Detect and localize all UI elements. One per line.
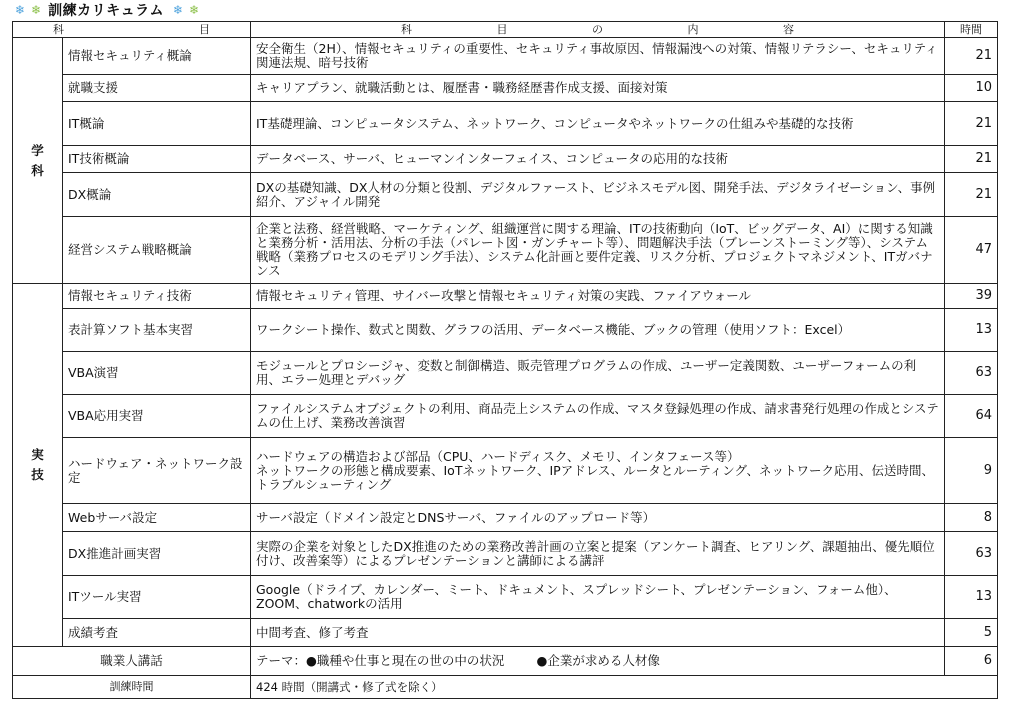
table-row — [13, 309, 998, 352]
subject-cell: 経営システム戦略概論 — [63, 217, 251, 284]
lecture-themes: テーマ：●職種や仕事と現在の世の中の状況 ●企業が求める人材像 — [251, 647, 945, 676]
header-content: 科 目 の 内 容 — [251, 22, 945, 38]
content-cell: 情報セキュリティ管理、サイバー攻撃と情報セキュリティ対策の実践、ファイアウォール — [251, 284, 945, 309]
subject-cell: IT概論 — [63, 102, 251, 146]
hours-cell: 21 — [945, 38, 998, 75]
subject-cell: 情報セキュリティ概論 — [63, 38, 251, 75]
subject-cell: IT技術概論 — [63, 146, 251, 173]
total-row — [13, 676, 998, 699]
table-header-row — [13, 22, 998, 38]
page-title: 訓練カリキュラム — [48, 3, 164, 19]
hours-cell: 6 — [945, 647, 998, 676]
snowflake-icon: ❄ — [15, 3, 26, 17]
content-cell: キャリアプラン、就職活動とは、履歴書・職務経歴書作成支援、面接対策 — [251, 75, 945, 102]
category-practical: 実 技 — [13, 284, 63, 647]
hours-cell: 8 — [945, 504, 998, 532]
subject-cell: 成績考査 — [63, 619, 251, 647]
hours-cell: 13 — [945, 309, 998, 352]
hours-cell: 21 — [945, 102, 998, 146]
table-row — [13, 532, 998, 576]
table-row — [13, 395, 998, 438]
content-cell: DXの基礎知識、DX人材の分類と役割、デジタルファースト、ビジネスモデル図、開発手法、デジタライゼーション、事例紹介、アジャイル開発 — [251, 173, 945, 217]
hours-cell: 9 — [945, 438, 998, 504]
header-hours: 時間 — [945, 22, 998, 38]
content-cell: 企業と法務、経営戦略、マーケティング、組織運営に関する理論、ITの技術動向（IoT、ビッグデータ、AI）に関する知識と業務分析・活用法、分析の手法（パレート図・ガンチャート等）、問題解決手法（ブレーンストーミング等）、システム戦略（業務プロセスのモデリング手法）、システム化計画と要件定義、リスク分析、プロジェクトマネジメント、ITガバナンス — [251, 217, 945, 284]
subject-cell: 就職支援 — [63, 75, 251, 102]
subject-cell: DX概論 — [63, 173, 251, 217]
table-row — [13, 102, 998, 146]
hours-cell: 39 — [945, 284, 998, 309]
title-bar — [12, 1, 202, 19]
table-row — [13, 38, 998, 75]
subject-cell: VBA応用実習 — [63, 395, 251, 438]
content-cell: サーバ設定（ドメイン設定とDNSサーバ、ファイルのアップロード等） — [251, 504, 945, 532]
content-line: ハードウェアの構造および部品（CPU、ハードディスク、メモリ、インタフェース等） — [256, 448, 740, 464]
subject-cell: 表計算ソフト基本実習 — [63, 309, 251, 352]
subject-cell: Webサーバ設定 — [63, 504, 251, 532]
lecture-theme-2: ●企業が求める人材像 — [536, 653, 660, 668]
lecture-row — [13, 647, 998, 676]
hours-cell: 21 — [945, 146, 998, 173]
subject-cell: 情報セキュリティ技術 — [63, 284, 251, 309]
table-row — [13, 438, 998, 504]
table-row — [13, 75, 998, 102]
subject-cell: VBA演習 — [63, 352, 251, 395]
table-row — [13, 217, 998, 284]
snowflake-icon: ❄ — [31, 3, 42, 17]
content-cell: ファイルシステムオブジェクトの利用、商品売上システムの作成、マスタ登録処理の作成、請求書発行処理の作成とシステムの仕上げ、業務改善演習 — [251, 395, 945, 438]
content-cell: 安全衛生（2H）、情報セキュリティの重要性、セキュリティ事故原因、情報漏洩への対策、情報リテラシー、セキュリティ関連法規、暗号技術 — [251, 38, 945, 75]
lecture-theme-1: ●職種や仕事と現在の世の中の状況 — [306, 653, 505, 668]
content-cell: IT基礎理論、コンピュータシステム、ネットワーク、コンピュータやネットワークの仕組みや基礎的な技術 — [251, 102, 945, 146]
curriculum-table — [12, 21, 998, 699]
hours-cell: 63 — [945, 352, 998, 395]
table-row — [13, 146, 998, 173]
hours-cell: 10 — [945, 75, 998, 102]
content-cell: データベース、サーバ、ヒューマンインターフェイス、コンピュータの応用的な技術 — [251, 146, 945, 173]
lecture-label: 職業人講話 — [13, 647, 251, 676]
content-cell: Google（ドライブ、カレンダー、ミート、ドキュメント、スプレッドシート、プレゼンテーション、フォーム他）、ZOOM、chatworkの活用 — [251, 576, 945, 619]
content-cell: 実際の企業を対象としたDX推進のための業務改善計画の立案と提案（アンケート調査、ヒアリング、課題抽出、優先順位付け、改善案等）によるプレゼンテーションと講師による講評 — [251, 532, 945, 576]
content-line: ネットワークの形態と構成要素、IoTネットワーク、IPアドレス、ルータとルーティング、ネットワーク応用、伝送時間、トラブルシューティング — [256, 462, 934, 492]
content-cell — [251, 438, 945, 504]
table-row — [13, 352, 998, 395]
table-row — [13, 576, 998, 619]
hours-cell: 21 — [945, 173, 998, 217]
hours-cell: 47 — [945, 217, 998, 284]
content-cell: 中間考査、修了考査 — [251, 619, 945, 647]
table-row — [13, 284, 998, 309]
hours-cell: 5 — [945, 619, 998, 647]
total-label: 訓練時間 — [13, 676, 251, 699]
table-row — [13, 619, 998, 647]
snowflake-icon: ❄ — [173, 3, 184, 17]
header-subject: 科 目 — [13, 22, 251, 38]
subject-cell: ITツール実習 — [63, 576, 251, 619]
content-cell: モジュールとプロシージャ、変数と制御構造、販売管理プログラムの作成、ユーザー定義関数、ユーザーフォームの利用、エラー処理とデバッグ — [251, 352, 945, 395]
hours-cell: 64 — [945, 395, 998, 438]
subject-cell: DX推進計画実習 — [63, 532, 251, 576]
content-cell: ワークシート操作、数式と関数、グラフの活用、データベース機能、ブックの管理（使用ソフト：Excel） — [251, 309, 945, 352]
snowflake-icon: ❄ — [189, 3, 200, 17]
table-row — [13, 504, 998, 532]
total-value: 424 時間（開講式・修了式を除く） — [251, 676, 998, 699]
table-row — [13, 173, 998, 217]
subject-cell: ハードウェア・ネットワーク設定 — [63, 438, 251, 504]
hours-cell: 13 — [945, 576, 998, 619]
category-academic: 学 科 — [13, 38, 63, 284]
hours-cell: 63 — [945, 532, 998, 576]
